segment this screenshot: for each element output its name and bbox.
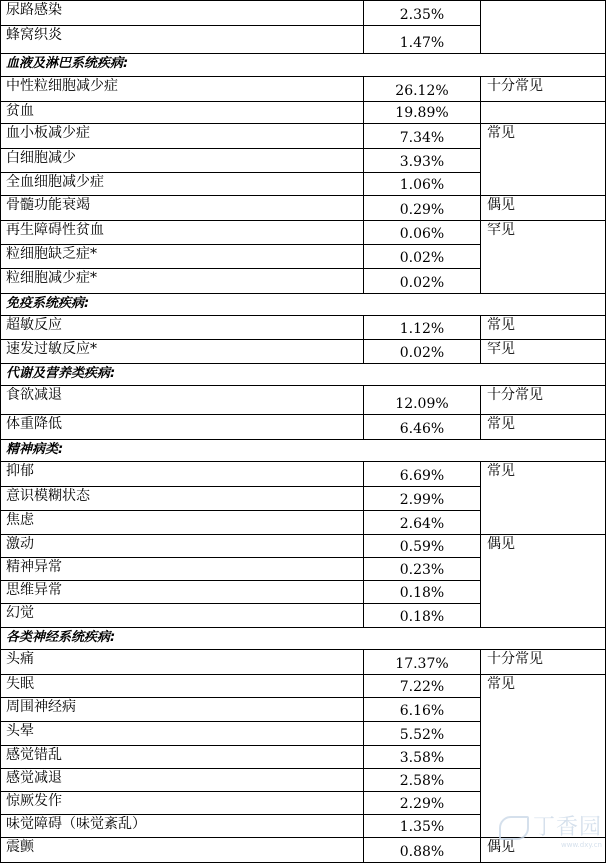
frequency-label: 常见 xyxy=(481,674,606,837)
incidence-rate: 17.37% xyxy=(364,649,481,674)
condition-name: 焦虑 xyxy=(1,510,364,534)
incidence-rate: 26.12% xyxy=(364,76,481,101)
incidence-rate: 0.02% xyxy=(364,245,481,269)
incidence-rate: 1.35% xyxy=(364,815,481,838)
section-title: 免疫系统疾病: xyxy=(1,293,606,315)
incidence-rate: 2.99% xyxy=(364,487,481,510)
condition-name: 骨髓功能衰竭 xyxy=(1,195,364,220)
condition-name: 食欲减退 xyxy=(1,386,364,414)
condition-name: 超敏反应 xyxy=(1,315,364,339)
incidence-rate: 6.46% xyxy=(364,414,481,439)
frequency-label: 偶见 xyxy=(481,195,606,220)
condition-name: 白细胞减少 xyxy=(1,149,364,172)
condition-name: 惊厥发作 xyxy=(1,792,364,815)
incidence-rate: 12.09% xyxy=(364,386,481,414)
incidence-rate: 0.59% xyxy=(364,534,481,557)
condition-name: 失眠 xyxy=(1,674,364,697)
frequency-label: 十分常见 xyxy=(481,76,606,101)
incidence-rate: 0.02% xyxy=(364,269,481,293)
frequency-label: 常见 xyxy=(481,414,606,439)
watermark-logo xyxy=(499,810,602,849)
incidence-rate: 1.47% xyxy=(364,26,481,54)
condition-name: 再生障碍性贫血 xyxy=(1,220,364,244)
incidence-rate: 0.23% xyxy=(364,557,481,580)
condition-name: 速发过敏反应* xyxy=(1,340,364,364)
condition-name: 震颤 xyxy=(1,838,364,863)
condition-name: 蜂窝织炎 xyxy=(1,26,364,54)
condition-name: 粒细胞缺乏症* xyxy=(1,245,364,269)
incidence-rate: 0.88% xyxy=(364,838,481,863)
table-row xyxy=(1,1,606,26)
frequency-label: 常见 xyxy=(481,124,606,196)
section-header-row xyxy=(1,364,606,386)
condition-name: 头晕 xyxy=(1,722,364,745)
section-title: 血液及淋巴系统疾病: xyxy=(1,54,606,76)
section-header-row xyxy=(1,439,606,461)
frequency-label: 偶见 xyxy=(481,838,606,863)
incidence-rate: 2.64% xyxy=(364,510,481,534)
condition-name: 感觉错乱 xyxy=(1,745,364,768)
table-row xyxy=(1,340,606,364)
condition-name: 头痛 xyxy=(1,649,364,674)
frequency-label: 罕见 xyxy=(481,340,606,364)
incidence-rate: 1.12% xyxy=(364,315,481,339)
table-row xyxy=(1,534,606,557)
condition-name: 血小板减少症 xyxy=(1,124,364,149)
frequency-label: 罕见 xyxy=(481,220,606,293)
table-row xyxy=(1,649,606,674)
incidence-rate: 2.35% xyxy=(364,1,481,26)
incidence-rate: 19.89% xyxy=(364,101,481,123)
incidence-rate: 6.16% xyxy=(364,698,481,722)
table-row xyxy=(1,674,606,697)
incidence-rate: 0.06% xyxy=(364,220,481,244)
incidence-rate: 3.58% xyxy=(364,745,481,768)
incidence-rate: 3.93% xyxy=(364,149,481,172)
leaf-icon xyxy=(499,816,529,840)
incidence-rate: 1.06% xyxy=(364,172,481,195)
incidence-rate: 2.29% xyxy=(364,792,481,815)
table-row xyxy=(1,414,606,439)
table-row xyxy=(1,220,606,244)
incidence-rate: 0.18% xyxy=(364,581,481,604)
section-title: 精神病类: xyxy=(1,439,606,461)
condition-name: 味觉障碍（味觉紊乱） xyxy=(1,815,364,838)
condition-name: 激动 xyxy=(1,534,364,557)
frequency-label: 十分常见 xyxy=(481,386,606,414)
condition-name: 体重降低 xyxy=(1,414,364,439)
table-row xyxy=(1,76,606,101)
table-row xyxy=(1,101,606,123)
frequency-cell xyxy=(481,101,606,123)
frequency-label: 偶见 xyxy=(481,534,606,627)
section-header-row xyxy=(1,293,606,315)
condition-name: 思维异常 xyxy=(1,581,364,604)
condition-name: 粒细胞减少症* xyxy=(1,269,364,293)
condition-name: 精神异常 xyxy=(1,557,364,580)
table-row xyxy=(1,315,606,339)
condition-name: 贫血 xyxy=(1,101,364,123)
watermark-text: 丁香园 xyxy=(532,815,602,840)
incidence-rate: 0.18% xyxy=(364,604,481,627)
table-row xyxy=(1,462,606,487)
section-header-row xyxy=(1,54,606,76)
condition-name: 周围神经病 xyxy=(1,698,364,722)
frequency-label: 十分常见 xyxy=(481,649,606,674)
incidence-rate: 5.52% xyxy=(364,722,481,745)
section-title: 代谢及营养类疾病: xyxy=(1,364,606,386)
incidence-rate: 7.34% xyxy=(364,124,481,149)
condition-name: 抑郁 xyxy=(1,462,364,487)
frequency-cell xyxy=(481,1,606,54)
incidence-rate: 0.29% xyxy=(364,195,481,220)
watermark-url: www.dxy.cn xyxy=(561,841,602,849)
condition-name: 全血细胞减少症 xyxy=(1,172,364,195)
section-header-row xyxy=(1,627,606,649)
frequency-label: 常见 xyxy=(481,315,606,339)
condition-name: 幻觉 xyxy=(1,604,364,627)
condition-name: 中性粒细胞减少症 xyxy=(1,76,364,101)
condition-name: 感觉减退 xyxy=(1,768,364,791)
condition-name: 尿路感染 xyxy=(1,1,364,26)
incidence-rate: 7.22% xyxy=(364,674,481,697)
section-title: 各类神经系统疾病: xyxy=(1,627,606,649)
frequency-label: 常见 xyxy=(481,462,606,535)
table-row xyxy=(1,195,606,220)
table-row xyxy=(1,386,606,414)
incidence-rate: 2.58% xyxy=(364,768,481,791)
incidence-rate: 6.69% xyxy=(364,462,481,487)
condition-name: 意识模糊状态 xyxy=(1,487,364,510)
incidence-rate: 0.02% xyxy=(364,340,481,364)
table-row xyxy=(1,124,606,149)
